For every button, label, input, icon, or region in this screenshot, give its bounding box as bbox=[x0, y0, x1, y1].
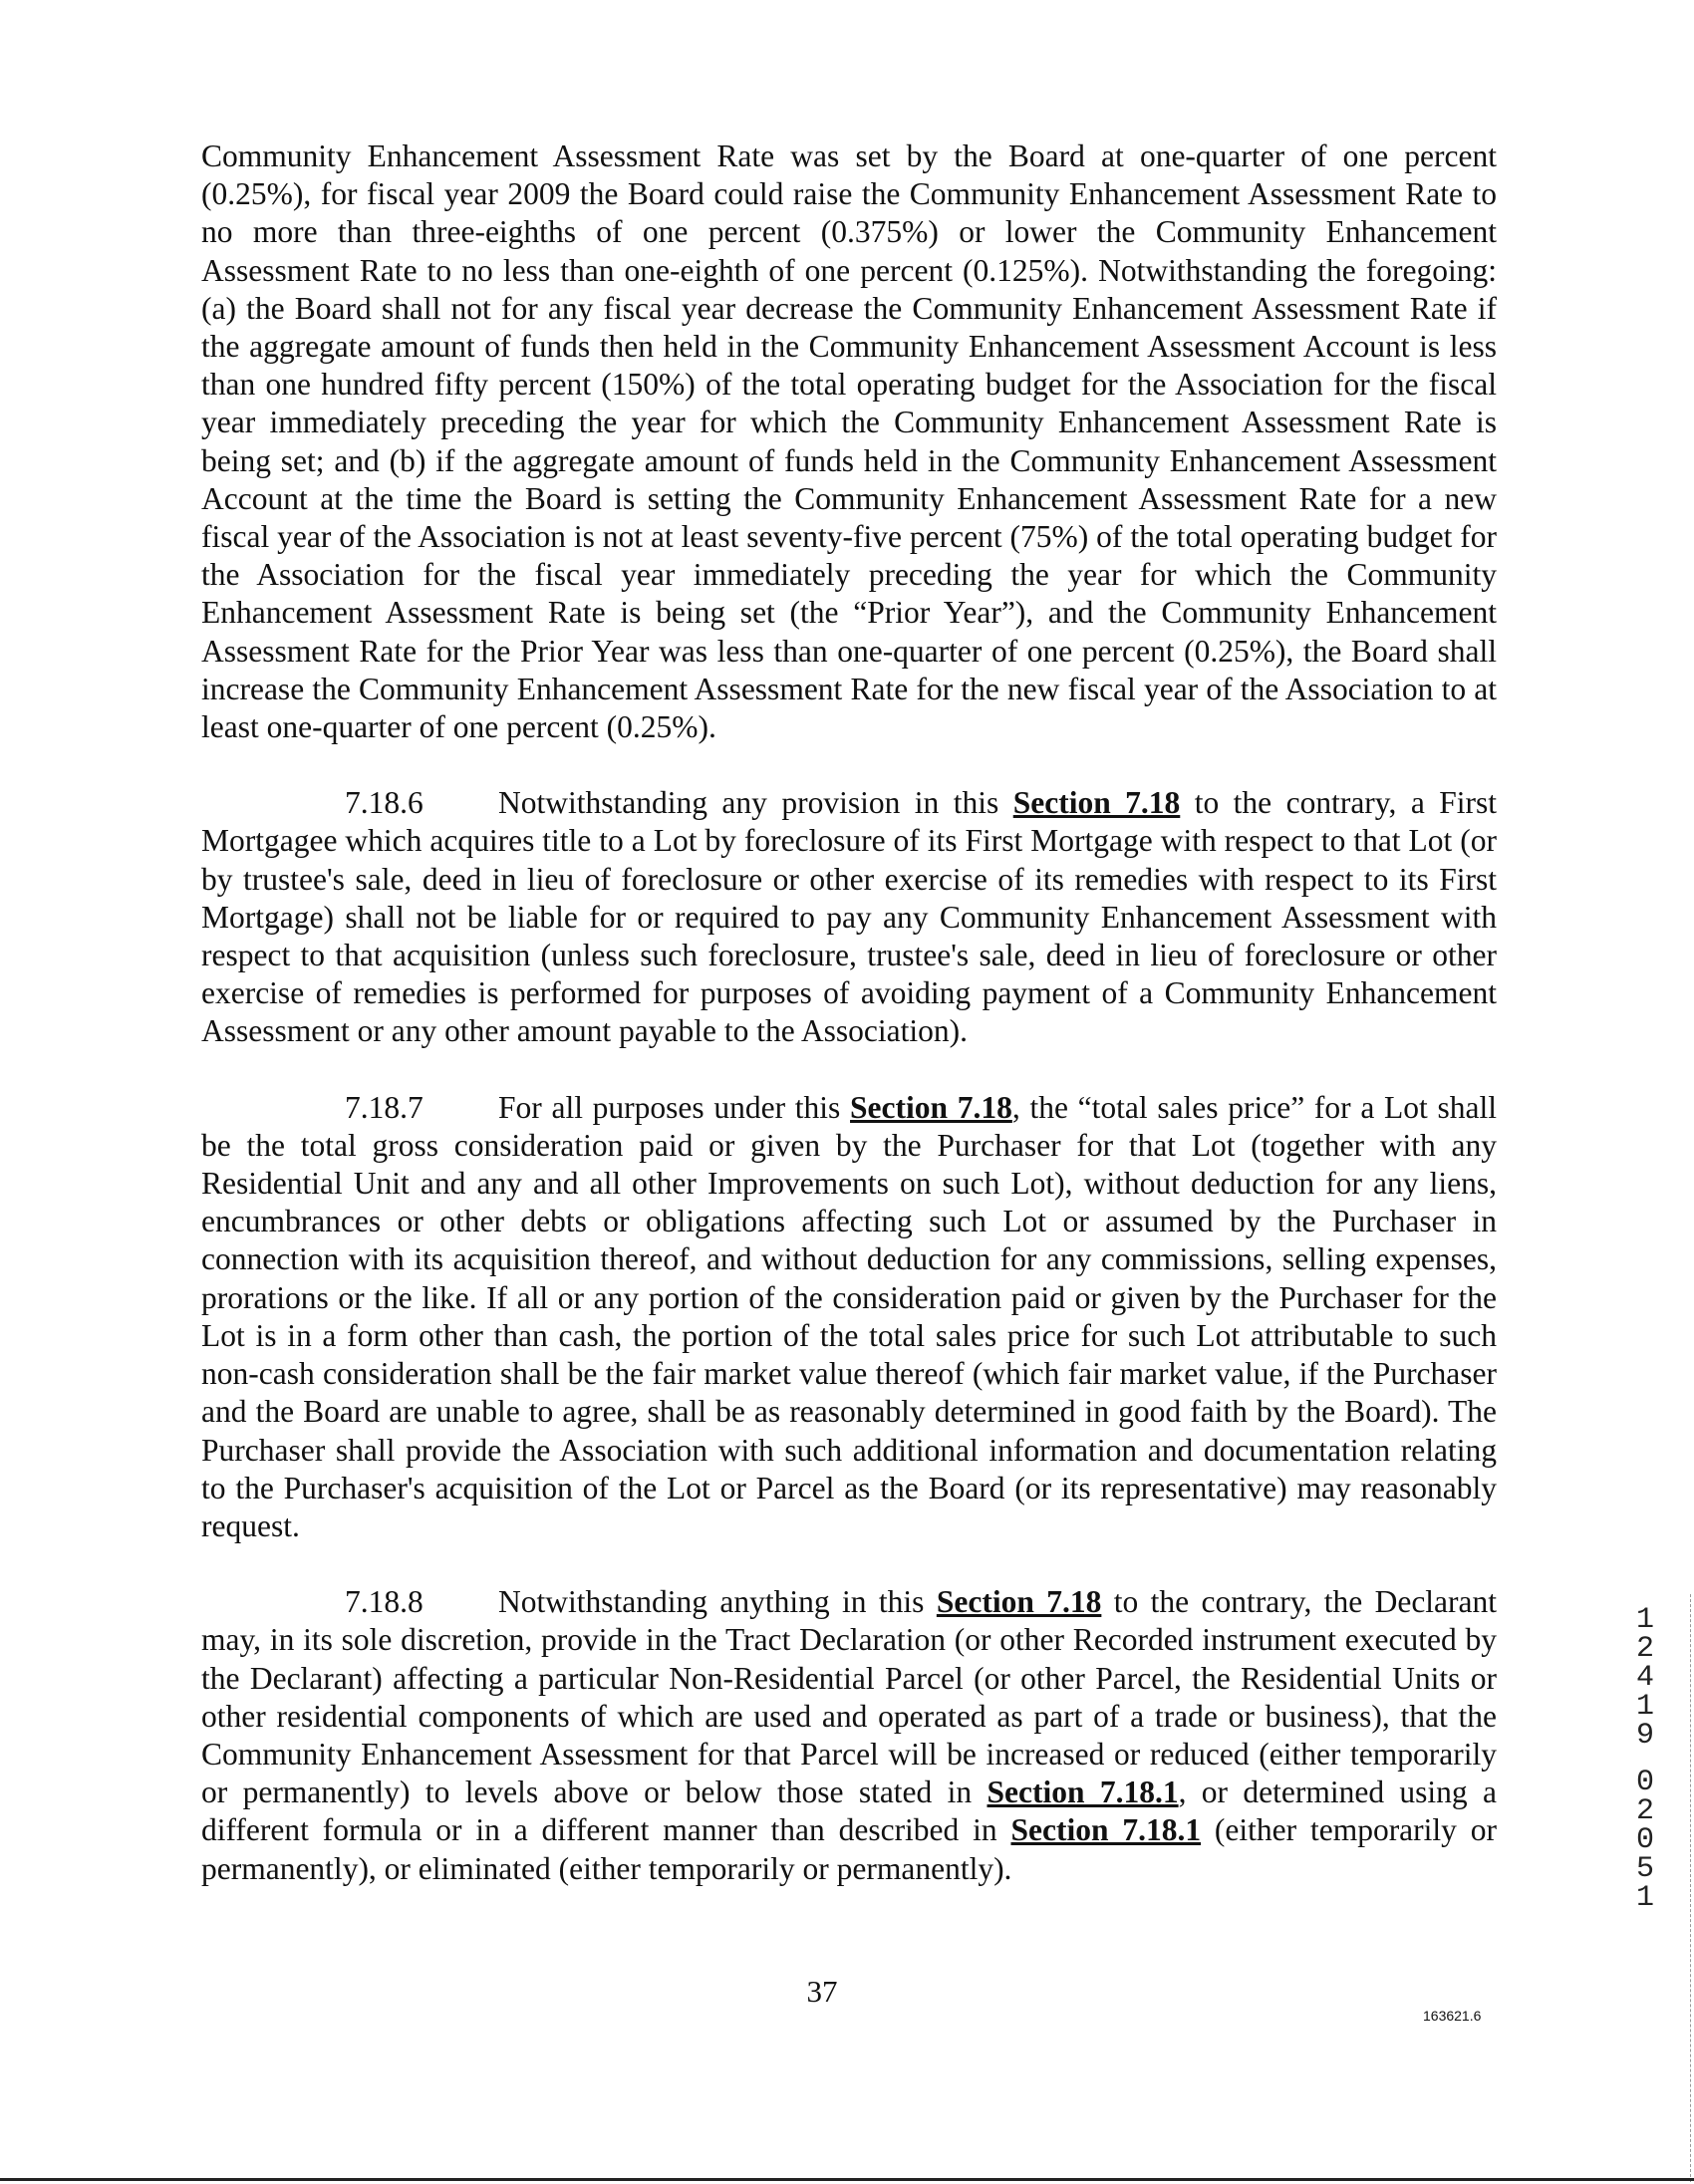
paragraph-7-18-6: 7.18.6 Notwithstanding any provision in this Section 7.18 to the contrary, a First Mortgagee which acquires title to a Lot by foreclosure of its First Mortgage with respect to that Lot (or by trustee's sale, deed in lieu of foreclosure or other exercise of its remedies with respect to its First Mortgage) shall not be liable for or required to pay any Community Enhancement Assessment with respect to that acquisition (unless such foreclosure, trustee's sale, deed in lieu of foreclosure or other exercise of remedies is performed for purposes of avoiding payment of a Community Enhancement Assessment or any other amount payable to the Association). bbox=[201, 785, 1498, 1049]
section-reference: Section 7.18 bbox=[850, 1089, 1012, 1125]
document-body bbox=[201, 137, 1497, 1888]
stamp-digit: 9 bbox=[1635, 1719, 1654, 1753]
section-number: 7.18.7 bbox=[345, 1089, 424, 1125]
stamp-digit: 1 bbox=[1635, 1690, 1654, 1724]
stamp-digit: 5 bbox=[1635, 1852, 1654, 1886]
scan-edge-mark bbox=[1690, 1594, 1692, 2182]
stamp-digit: 1 bbox=[1635, 1881, 1654, 1915]
page-number: 37 bbox=[806, 1974, 838, 2009]
stamp-digit: 0 bbox=[1635, 1766, 1654, 1799]
stamp-digit: 2 bbox=[1635, 1794, 1654, 1828]
section-reference: Section 7.18 bbox=[1012, 785, 1181, 821]
stamp-digit: 4 bbox=[1635, 1661, 1654, 1695]
paragraph-7-18-7: 7.18.7 For all purposes under this Section 7.18, the “total sales price” for a Lot shall be the total gross consideration paid or given by the Purchaser for that Lot (together with any Residential Unit and any and all other Improvements on such Lot), without deduction for any liens, encumbrances or other debts or obligations affecting such Lot or assumed by the Purchaser in connection with its acquisition thereof, and without deduction for any commissions, selling expenses, prorations or the like. If all or any portion of the consideration paid or given by the Purchaser for the Lot is in a form other than cash, the portion of the total sales price for such Lot attributable to such non-cash consideration shall be the fair market value thereof (which fair market value, if the Purchaser and the Board are unable to agree, shall be as reasonably determined in good faith by the Board). The Purchaser shall provide the Association with such additional information and documentation relating to the Purchaser's acquisition of the Lot or Parcel as the Board (or its representative) may reasonably request. bbox=[201, 1089, 1497, 1543]
section-number: 7.18.8 bbox=[345, 1584, 424, 1620]
document-id: 163621.6 bbox=[1423, 2008, 1482, 2024]
stamp-digit: 1 bbox=[1635, 1603, 1654, 1637]
scan-bottom-edge bbox=[0, 2178, 1694, 2181]
stamp-digit: 0 bbox=[1635, 1823, 1654, 1857]
section-reference: Section 7.18 bbox=[936, 1584, 1102, 1620]
section-reference: Section 7.18.1 bbox=[1010, 1812, 1202, 1848]
stamp-digit: 2 bbox=[1635, 1632, 1654, 1666]
section-reference: Section 7.18.1 bbox=[987, 1774, 1179, 1810]
recording-stamp bbox=[1630, 1603, 1660, 1915]
section-number: 7.18.6 bbox=[345, 785, 424, 821]
paragraph-7-18-8: 7.18.8 Notwithstanding anything in this Section 7.18 to the contrary, the Declarant may, in its sole discretion, provide in the Tract Declaration (or other Recorded instrument executed by the Declarant) affecting a particular Non-Residential Parcel (or other Parcel, the Residential Units or other residential components of which are used and operated as part of a trade or business), that the Community Enhancement Assessment for that Parcel will be increased or reduced (either temporarily or permanently) to levels above or below those stated in Section 7.18.1, or determined using a different formula or in a different manner than described in Section 7.18.1 (either temporarily or permanently), or eliminated (either temporarily or permanently). bbox=[201, 1584, 1498, 1886]
paragraph-continuation: Community Enhancement Assessment Rate was set by the Board at one-quarter of one percent (0.25%), for fiscal year 2009 the Board could raise the Community Enhancement Assessment Rate to no more than three-eighths of one percent (0.375%) or lower the Community Enhancement Assessment Rate to no less than one-eighth of one percent (0.125%). Notwithstanding the foregoing: (a) the Board shall not for any fiscal year decrease the Community Enhancement Assessment Rate if the aggregate amount of funds then held in the Community Enhancement Assessment Account is less than one hundred fifty percent (150%) of the total operating budget for the Association for the fiscal year immediately preceding the year for which the Community Enhancement Assessment Rate is being set; and (b) if the aggregate amount of funds held in the Community Enhancement Assessment Account at the time the Board is setting the Community Enhancement Assessment Rate for a new fiscal year of the Association is not at least seventy-five percent (75%) of the total operating budget for the Association for the fiscal year immediately preceding the year for which the Community Enhancement Assessment Rate is being set (the “Prior Year”), and the Community Enhancement Assessment Rate for the Prior Year was less than one-quarter of one percent (0.25%), the Board shall increase the Community Enhancement Assessment Rate for the new fiscal year of the Association to at least one-quarter of one percent (0.25%). bbox=[201, 138, 1497, 745]
